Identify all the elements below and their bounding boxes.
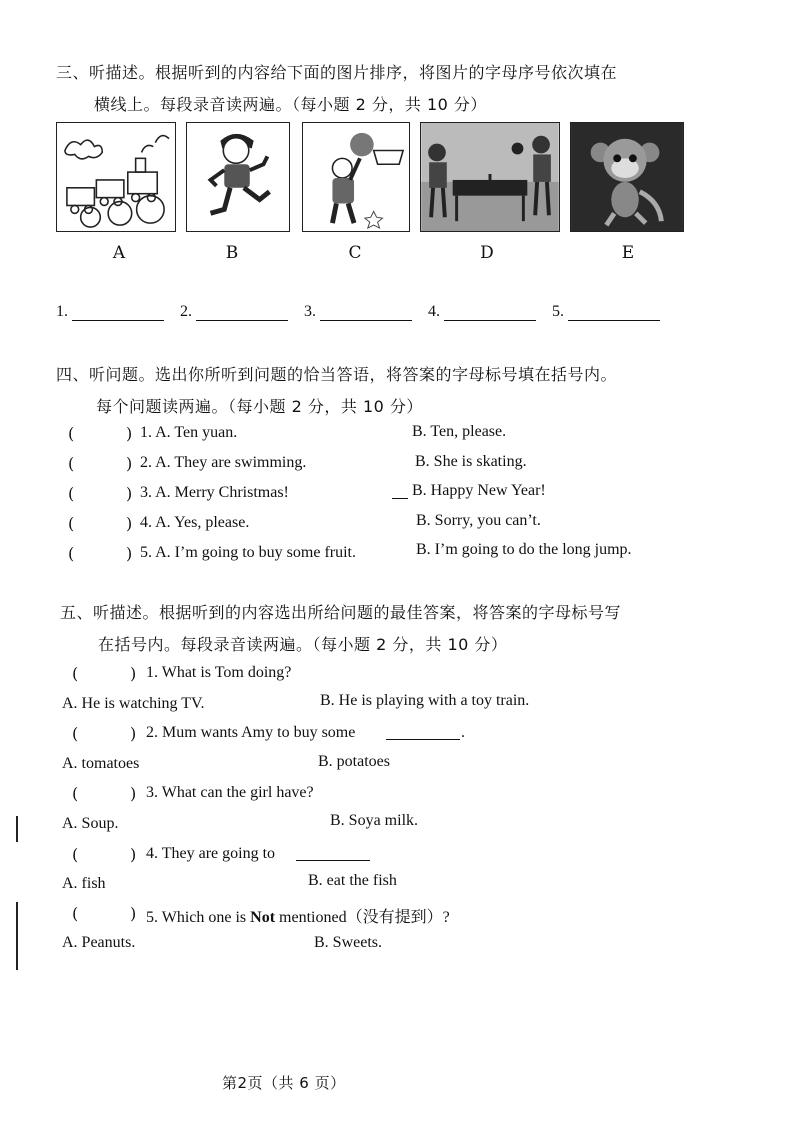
- fill-blank[interactable]: [296, 860, 370, 861]
- option-a: 5. A. I’m going to buy some fruit.: [140, 544, 356, 561]
- answer-paren-open[interactable]: (: [72, 664, 79, 683]
- picture-label-c: C: [348, 243, 362, 263]
- answer-paren-close: ): [130, 904, 137, 923]
- option-a: A. Peanuts.: [62, 934, 136, 951]
- question-text: 4. They are going to: [146, 845, 276, 862]
- answer-paren-close: ): [126, 424, 133, 443]
- section3-title-line1: 三、听描述。根据听到的内容给下面的图片排序，将图片的字母序号依次填在: [56, 63, 618, 82]
- answer-paren-open[interactable]: (: [68, 424, 75, 443]
- answer-blank-5[interactable]: [568, 320, 660, 321]
- option-b: B. I’m going to do the long jump.: [416, 541, 632, 558]
- answer-paren-close: ): [126, 484, 133, 503]
- margin-mark: [16, 902, 18, 970]
- answer-paren-open[interactable]: (: [68, 514, 75, 533]
- question-text: 3. What can the girl have?: [146, 784, 314, 801]
- option-a: 2. A. They are swimming.: [140, 454, 307, 471]
- option-b: B. Sweets.: [314, 934, 382, 951]
- answer-blank-1[interactable]: [72, 320, 164, 321]
- answer-paren-open[interactable]: (: [72, 845, 79, 864]
- picture-label-d: D: [480, 243, 494, 263]
- page-number: 第2页（共 6 页）: [222, 1074, 346, 1092]
- option-a: A. tomatoes: [62, 755, 140, 772]
- question-text: 5. Which one is Not mentioned（没有提到）?: [146, 909, 450, 926]
- option-a: 4. A. Yes, please.: [140, 514, 250, 531]
- picture-label-b: B: [225, 243, 239, 263]
- question-tail: .: [461, 724, 465, 741]
- answer-paren-close: ): [126, 454, 133, 473]
- section5-title-line2: 在括号内。每段录音读两遍。（每小题 2 分，共 10 分）: [98, 635, 508, 654]
- table-tennis-picture: [420, 122, 560, 232]
- option-b: B. Ten, please.: [412, 423, 507, 440]
- answer-paren-open[interactable]: (: [72, 904, 79, 923]
- answer-paren-open[interactable]: (: [68, 454, 75, 473]
- answer-paren-close: ): [126, 514, 133, 533]
- section5-title-line1: 五、听描述。根据听到的内容选出所给问题的最佳答案，将答案的字母标号写: [60, 603, 622, 622]
- blank-label-2: 2.: [180, 303, 192, 320]
- answer-paren-open[interactable]: (: [68, 484, 75, 503]
- picture-label-a: A: [112, 243, 126, 263]
- running-boy-picture: [186, 122, 290, 232]
- option-b: B. Sorry, you can’t.: [416, 512, 541, 529]
- section4-title-line1: 四、听问题。选出你所听到问题的恰当答语，将答案的字母标号填在括号内。: [56, 365, 618, 384]
- answer-paren-close: ): [130, 845, 137, 864]
- blank-label-1: 1.: [56, 303, 68, 320]
- section4-title-line2: 每个问题读两遍。（每小题 2 分，共 10 分）: [96, 397, 423, 416]
- option-a: A. Soup.: [62, 815, 119, 832]
- blank-label-4: 4.: [428, 303, 440, 320]
- section3-title-line2: 横线上。每段录音读两遍。（每小题 2 分，共 10 分）: [94, 95, 487, 114]
- blank-label-5: 5.: [552, 303, 564, 320]
- monkey-picture: [570, 122, 684, 232]
- toy-train-picture: [56, 122, 176, 232]
- blank-label-3: 3.: [304, 303, 316, 320]
- option-b: B. Soya milk.: [330, 812, 419, 829]
- question-text: 2. Mum wants Amy to buy some: [146, 724, 356, 741]
- answer-paren-open[interactable]: (: [68, 544, 75, 563]
- fill-blank[interactable]: [386, 739, 460, 740]
- answer-paren-open[interactable]: (: [72, 724, 79, 743]
- answer-blank-2[interactable]: [196, 320, 288, 321]
- option-b: B. eat the fish: [308, 872, 397, 889]
- answer-paren-close: ): [130, 784, 137, 803]
- question-text: 1. What is Tom doing?: [146, 664, 292, 681]
- answer-paren-open[interactable]: (: [72, 784, 79, 803]
- margin-mark: [16, 816, 18, 842]
- option-a: A. He is watching TV.: [62, 695, 205, 712]
- stray-underline: [392, 498, 408, 499]
- option-b: B. Happy New Year!: [412, 482, 546, 499]
- option-a: 1. A. Ten yuan.: [140, 424, 238, 441]
- answer-paren-close: ): [130, 664, 137, 683]
- answer-blank-4[interactable]: [444, 320, 536, 321]
- option-b: B. She is skating.: [415, 453, 527, 470]
- option-a: A. fish: [62, 875, 106, 892]
- picture-label-e: E: [621, 243, 635, 263]
- option-a: 3. A. Merry Christmas!: [140, 484, 289, 501]
- answer-paren-close: ): [130, 724, 137, 743]
- answer-paren-close: ): [126, 544, 133, 563]
- option-b: B. potatoes: [318, 753, 390, 770]
- basketball-girl-picture: [302, 122, 410, 232]
- answer-blank-3[interactable]: [320, 320, 412, 321]
- option-b: B. He is playing with a toy train.: [320, 692, 530, 709]
